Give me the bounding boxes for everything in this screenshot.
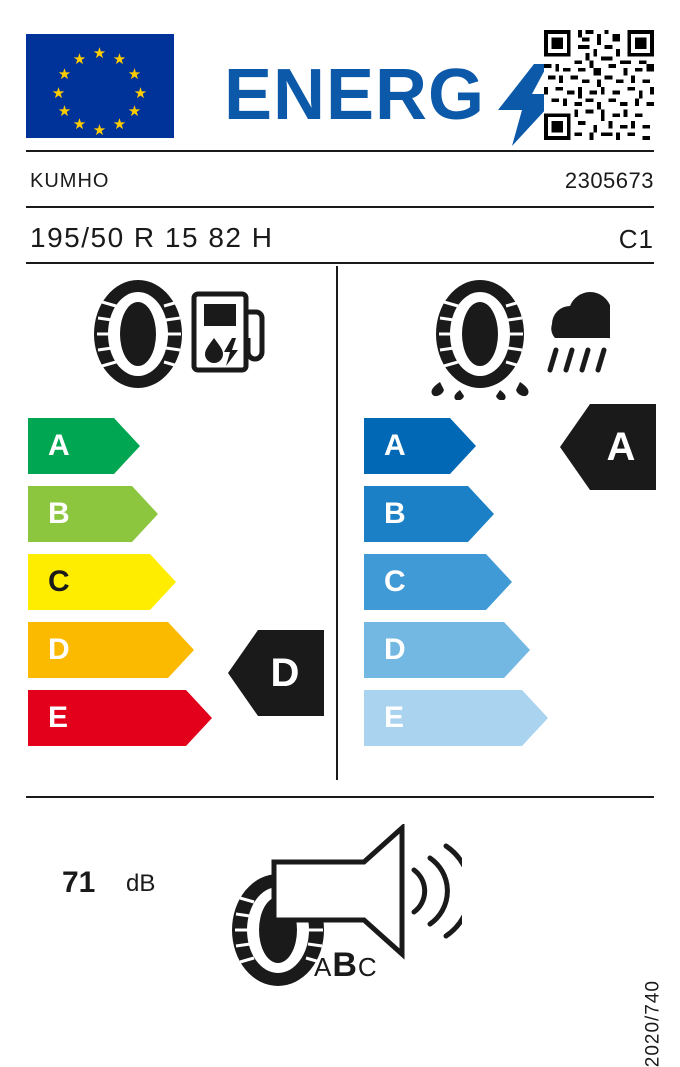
noise-class-scale [314, 946, 378, 985]
divider-vertical [336, 266, 338, 780]
label-header [26, 30, 654, 148]
fuel-grade-A-label: A [48, 429, 70, 462]
noise-value: 71 [62, 866, 96, 899]
wet-grade-D-label: D [384, 633, 406, 666]
fuel-efficiency-scale [28, 418, 228, 758]
eu-star: ★ [51, 85, 66, 102]
fuel-grade-C [28, 554, 228, 610]
wet-grade-B [364, 486, 574, 542]
eu-star: ★ [133, 85, 148, 102]
noise-class-B: B [332, 946, 358, 984]
tyre-rain-cloud-icon [424, 278, 610, 400]
wet-grade-C [364, 554, 574, 610]
eu-star: ★ [92, 122, 107, 139]
fuel-grade-B-label: B [48, 497, 70, 530]
wet-grade-A [364, 418, 574, 474]
qr-code [544, 30, 654, 140]
fuel-grade-A [28, 418, 228, 474]
noise-unit: dB [126, 870, 156, 897]
fuel-grade-C-label: C [48, 565, 70, 598]
tyre-class: C1 [618, 224, 654, 254]
wet-rating-value: A [606, 425, 636, 469]
divider-size [26, 262, 654, 264]
fuel-grade-B [28, 486, 228, 542]
fuel-grade-D [28, 622, 228, 678]
brand-name: KUMHO [30, 170, 110, 192]
eu-star: ★ [57, 66, 72, 83]
fuel-rating-value: D [270, 651, 300, 695]
wet-rating-marker [560, 404, 656, 490]
divider-brand [26, 206, 654, 208]
fuel-grade-E-label: E [48, 701, 69, 734]
fuel-grade-E [28, 690, 228, 746]
serial-number: 2305673 [564, 168, 654, 193]
eu-star: ★ [72, 116, 87, 133]
eu-star: ★ [127, 103, 142, 120]
wet-grip-scale [364, 418, 574, 758]
eu-star: ★ [57, 103, 72, 120]
wet-grade-D [364, 622, 574, 678]
wet-grade-E-label: E [384, 701, 405, 734]
eu-star: ★ [92, 45, 107, 62]
eu-flag [26, 34, 174, 138]
eu-star: ★ [112, 116, 127, 133]
fuel-rating-marker [228, 630, 324, 716]
wet-grade-A-label: A [384, 429, 406, 462]
noise-section [0, 806, 680, 1006]
noise-class-A: A [314, 952, 333, 982]
wet-grade-E [364, 690, 574, 746]
divider-top [26, 150, 654, 152]
energy-wordmark: ENERG [224, 55, 486, 135]
fuel-grade-D-label: D [48, 633, 70, 666]
tyre-size: 195/50 R 15 82 H [30, 222, 274, 253]
eu-star: ★ [112, 51, 127, 68]
eu-star: ★ [72, 51, 87, 68]
regulation-date: 2020/740 [642, 980, 663, 1067]
tyre-fuel-pump-icon [86, 278, 266, 390]
wet-grade-C-label: C [384, 565, 406, 598]
eu-star: ★ [127, 66, 142, 83]
divider-noise [26, 796, 654, 798]
wet-grade-B-label: B [384, 497, 406, 530]
noise-class-C: C [357, 952, 378, 982]
